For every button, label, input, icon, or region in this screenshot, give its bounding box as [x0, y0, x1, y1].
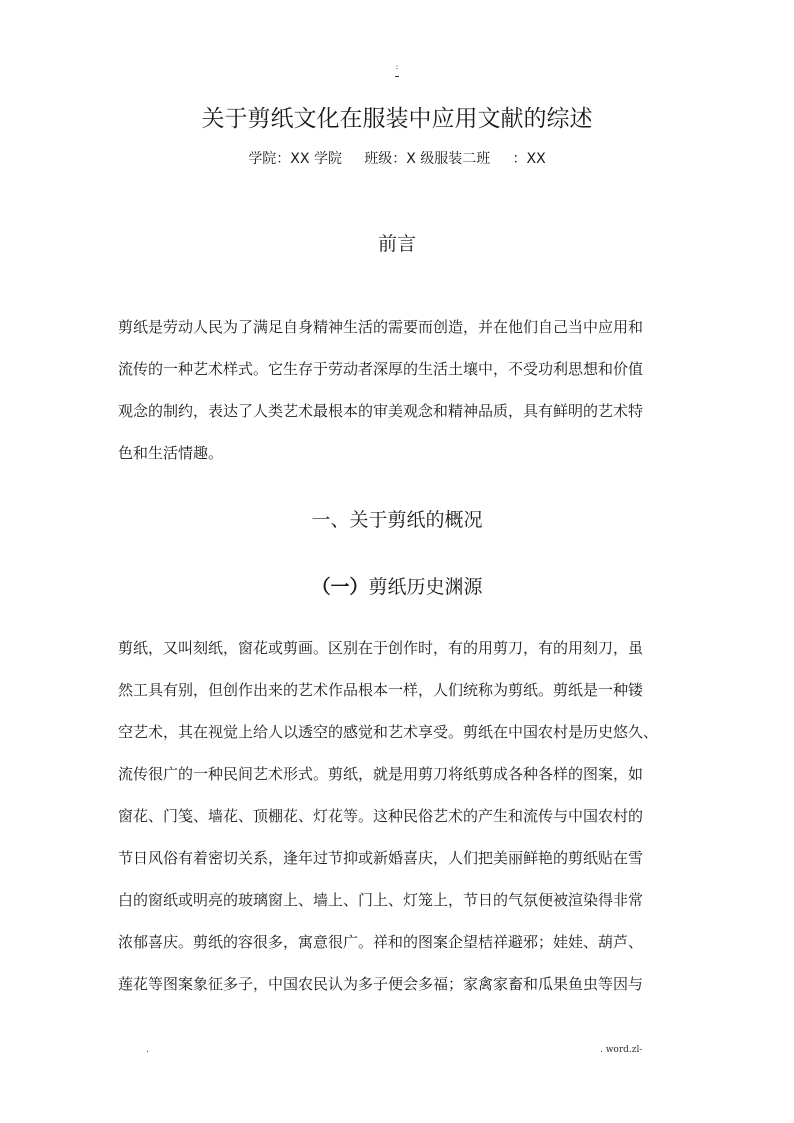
preface-line: 剪纸是劳动人民为了满足自身精神生活的需要而创造，并在他们自己当中应用和: [118, 318, 644, 336]
footer-right-text: . word.zl-: [600, 1045, 643, 1055]
body-line: 空艺术，其在视觉上给人以透空的感觉和艺术享受。剪纸在中国农村是历史悠久、: [118, 723, 659, 741]
history-paragraph: [118, 627, 676, 1005]
header-rule: [395, 76, 399, 77]
body-line: 流传很广的一种民间艺术形式。剪纸，就是用剪刀将纸剪成各种各样的图案，如: [118, 765, 644, 783]
header-mark: :: [395, 62, 399, 71]
body-line: 节日风俗有着密切关系，逢年过节抑或新婚喜庆，人们把美丽鲜艳的剪纸贴在雪: [118, 849, 644, 867]
body-line: 莲花等图案象征多子，中国农民认为多子便会多福；家禽家畜和瓜果鱼虫等因与: [118, 975, 644, 993]
document-title: 关于剪纸文化在服装中应用文献的综述: [201, 106, 593, 132]
body-line: 剪纸，又叫刻纸，窗花或剪画。区别在于创作时，有的用剪刀，有的用刻刀，虽: [118, 639, 644, 657]
preface-heading: 前言: [377, 233, 416, 255]
body-line: 浓郁喜庆。剪纸的容很多，寓意很广。祥和的图案企望桔祥避邪；娃娃、葫芦、: [118, 933, 644, 951]
subsection-heading: [0, 572, 794, 602]
body-line: 白的窗纸或明亮的玻璃窗上、墙上、门上、灯笼上，节日的气氛便被渲染得非常: [118, 891, 644, 909]
subsection-title: 剪纸历史渊源: [368, 576, 483, 598]
body-line: 然工具有别，但创作出来的艺术作品根本一样，人们统称为剪纸。剪纸是一种镂: [118, 681, 644, 699]
preface-line: 观念的制约，表达了人类艺术最根本的审美观念和精神品质，具有鲜明的艺术特: [118, 402, 644, 420]
preface-paragraph: [118, 306, 676, 474]
preface-line: 流传的一种艺术样式。它生存于劳动者深厚的生活土壤中，不受功利思想和价值: [118, 360, 644, 378]
subsection-number: （一）: [311, 576, 369, 598]
footer-left-mark: .: [146, 1045, 149, 1055]
section-heading: 一、关于剪纸的概况: [311, 509, 483, 531]
body-line: 窗花、门笺、墙花、顶棚花、灯花等。这种民俗艺术的产生和流传与中国农村的: [118, 807, 644, 825]
preface-line: 色和生活情趣。: [118, 444, 224, 462]
author-meta-line: 学院：XX 学院 班级：X 级服装二班 ：XX: [248, 151, 546, 167]
